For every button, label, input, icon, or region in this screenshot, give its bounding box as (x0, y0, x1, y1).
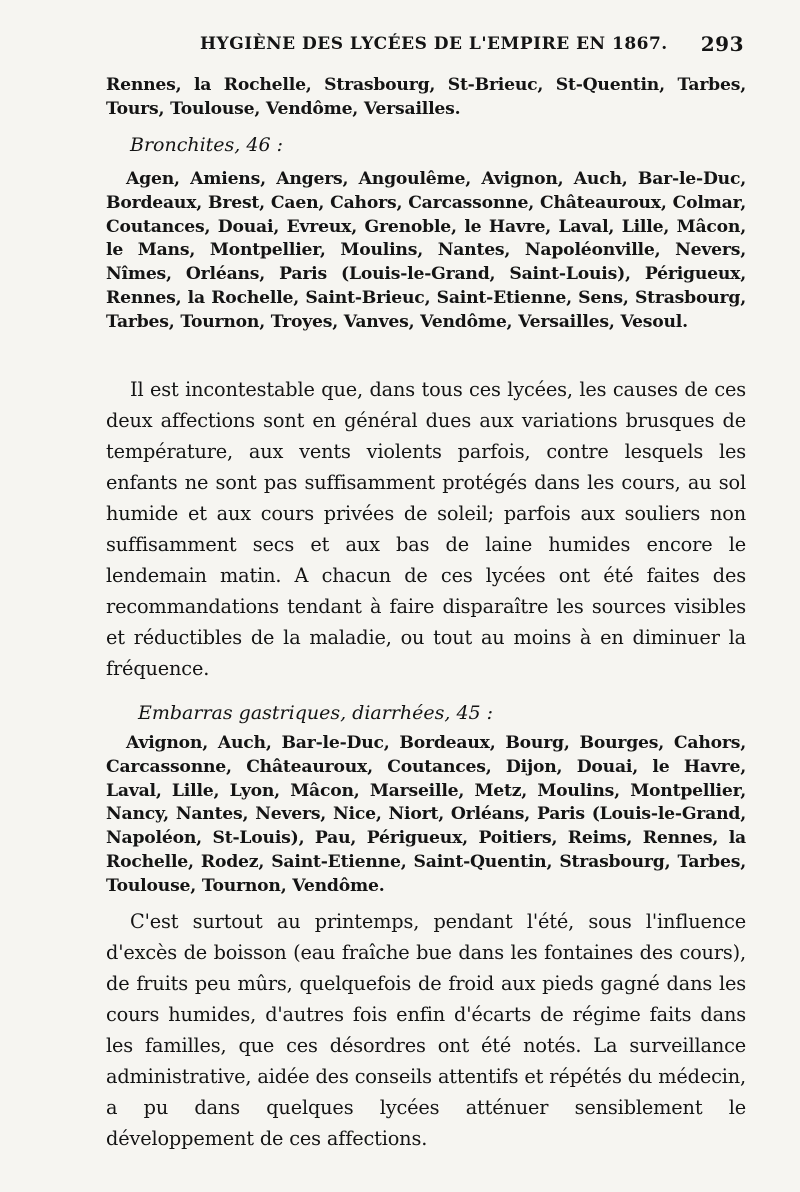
page-number: 293 (700, 32, 744, 56)
embarras-heading: Embarras gastriques, diarrhées, 45 : (138, 702, 494, 724)
embarras-list: Avignon, Auch, Bar-le-Duc, Bordeaux, Bourg, Bourges, Cahors, Carcassonne, Châteauroux, Coutances, Dijon, Douai, le Havre, Laval, Lille, Lyon, Mâcon, Marseille, Metz, Moulins, Montpellier, Nancy, Nantes, Nevers, Nice, Niort, Orléans, Paris (Louis-le-Grand, Napoléon, St-Louis), Pau, Périgueux, Poitiers, Reims, Rennes, la Rochelle, Rodez, Saint-Etienne, Saint-Quentin, Strasbourg, Tarbes, Toulouse, Tournon, Vendôme. (106, 733, 746, 896)
running-header (200, 34, 744, 64)
intro-continuation: Rennes, la Rochelle, Strasbourg, St-Brieuc, St-Quentin, Tarbes, Tours, Toulouse, Vendôme, Versailles. (106, 75, 746, 119)
running-title: HYGIÈNE DES LYCÉES DE L'EMPIRE EN 1867. (200, 34, 668, 54)
bronchites-heading: Bronchites, 46 : (130, 134, 284, 156)
bronchites-list: Agen, Amiens, Angers, Angoulême, Avignon, Auch, Bar-le-Duc, Bordeaux, Brest, Caen, Cahors, Carcassonne, Châteauroux, Colmar, Coutances, Douai, Evreux, Grenoble, le Havre, Laval, Lille, Mâcon, le Mans, Montpellier, Moulins, Nantes, Napoléonville, Nevers, Nîmes, Orléans, Paris (Louis-le-Grand, Saint-Louis), Périgueux, Rennes, la Rochelle, Saint-Brieuc, Saint-Etienne, Sens, Strasbourg, Tarbes, Tournon, Troyes, Vanves, Vendôme, Versailles, Vesoul. (106, 169, 746, 332)
paragraph-printemps: C'est surtout au printemps, pendant l'été, sous l'influence d'excès de boisson (eau fraîche bue dans les fontaines des cours), de fruits peu mûrs, quelquefois de froid aux pieds gagné dans les cours humides, d'autres fois enfin d'écarts de régime faits dans les familles, que ces désordres ont été notés. La surveillance administrative, aidée des conseils attentifs et répétés du médecin, a pu dans quelques lycées atténuer sensiblement le développement de ces affections. (106, 910, 746, 1150)
paragraph-causes: Il est incontestable que, dans tous ces lycées, les causes de ces deux affections sont en général dues aux variations brusques de température, aux vents violents parfois, contre lesquels les enfants ne sont pas suffisamment protégés dans les cours, au sol humide et aux cours privées de soleil; parfois aux souliers non suffisamment secs et aux bas de laine humides encore le lendemain matin. A chacun de ces lycées ont été faites des recommandations tendant à faire disparaître les sources visibles et réductibles de la maladie, ou tout au moins à en diminuer la fréquence. (106, 378, 746, 680)
